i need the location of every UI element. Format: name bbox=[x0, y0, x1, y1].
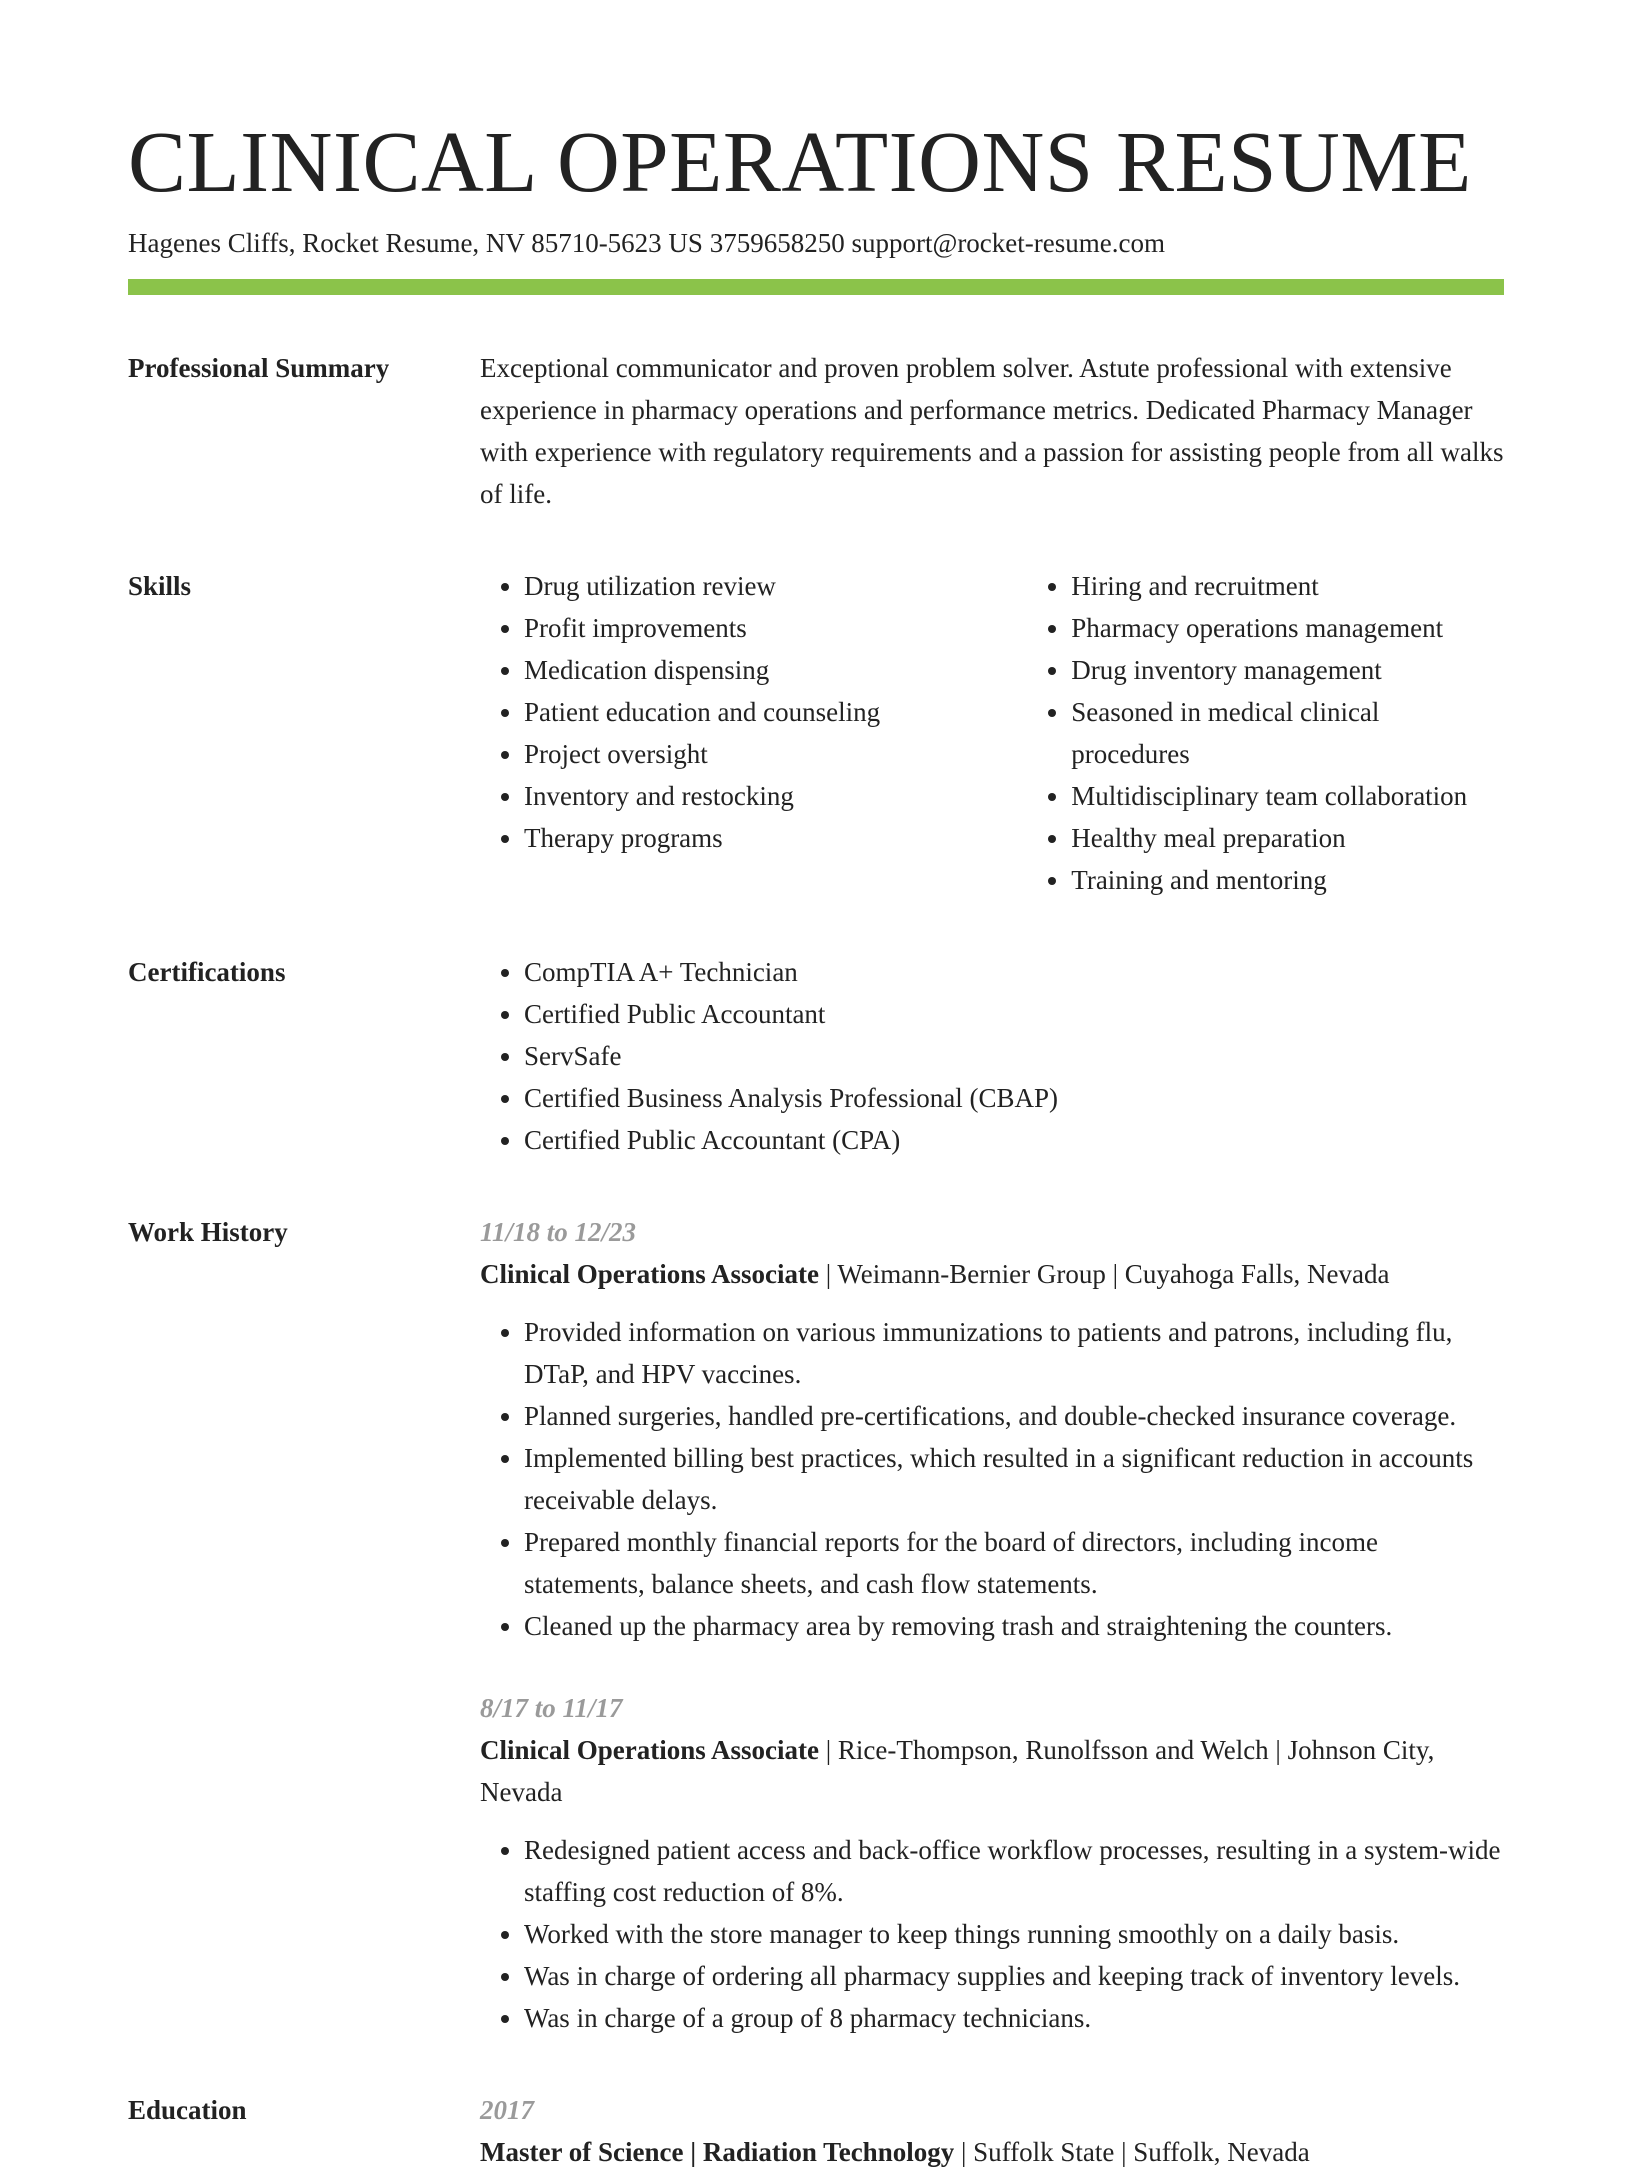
job-bullet: • Was in charge of ordering all pharmacy supplies and keeping track of inventory levels. bbox=[524, 1955, 1504, 1997]
certifications-list bbox=[480, 951, 1504, 1161]
skill-item: • Training and mentoring bbox=[1071, 859, 1504, 901]
job-details: | Weimann-Bernier Group | Cuyahoga Falls, Nevada bbox=[819, 1259, 1390, 1290]
certification-item: • Certified Business Analysis Professional (CBAP) bbox=[524, 1077, 1504, 1119]
skill-item: • Inventory and restocking bbox=[524, 775, 1027, 817]
skill-item: • Seasoned in medical clinical procedures bbox=[1071, 691, 1504, 775]
skills-section bbox=[128, 565, 1504, 901]
certification-item: • CompTIA A+ Technician bbox=[524, 951, 1504, 993]
skill-item: • Drug inventory management bbox=[1071, 649, 1504, 691]
job-heading bbox=[480, 1253, 1504, 1295]
certification-item: • ServSafe bbox=[524, 1035, 1504, 1077]
degree: Master of Science bbox=[480, 2137, 684, 2168]
resume-page bbox=[128, 0, 1504, 2173]
certification-item: • Certified Public Accountant bbox=[524, 993, 1504, 1035]
skill-item: • Patient education and counseling bbox=[524, 691, 1027, 733]
skills-columns bbox=[480, 565, 1504, 901]
job-bullet: • Was in charge of a group of 8 pharmacy technicians. bbox=[524, 1997, 1504, 2039]
education-body bbox=[480, 2089, 1504, 2173]
section-heading: Professional Summary bbox=[128, 353, 390, 384]
skill-item: • Multidisciplinary team collaboration bbox=[1071, 775, 1504, 817]
skills-list-right bbox=[1027, 565, 1504, 901]
job-entry bbox=[480, 1211, 1504, 1647]
education-date: 2017 bbox=[480, 2095, 534, 2126]
job-heading bbox=[480, 1729, 1504, 1813]
job-bullet: • Implemented billing best practices, which resulted in a significant reduction in accounts receivable delays. bbox=[524, 1437, 1504, 1521]
certifications-section bbox=[128, 951, 1504, 1161]
education-heading: Master of Science | Radiation Technology | Suffolk State | Suffolk, Nevada bbox=[480, 2137, 1310, 2168]
section-heading: Certifications bbox=[128, 957, 286, 988]
section-heading: Skills bbox=[128, 571, 192, 602]
work-history-section bbox=[128, 1211, 1504, 2039]
job-dates: 8/17 to 11/17 bbox=[480, 1693, 623, 1724]
job-bullet: • Worked with the store manager to keep things running smoothly on a daily basis. bbox=[524, 1913, 1504, 1955]
skill-item: • Medication dispensing bbox=[524, 649, 1027, 691]
section-heading: Work History bbox=[128, 1217, 288, 1248]
summary-section bbox=[128, 347, 1504, 515]
job-bullet: • Provided information on various immunizations to patients and patrons, including flu, DTaP, and HPV vaccines. bbox=[524, 1311, 1504, 1395]
job-details: | Rice-Thompson, Runolfsson and Welch | Johnson City, Nevada bbox=[480, 1735, 1435, 1808]
job-bullet: • Redesigned patient access and back-office workflow processes, resulting in a system-wide staffing cost reduction of 8%. bbox=[524, 1829, 1504, 1913]
job-title: Clinical Operations Associate bbox=[480, 1735, 819, 1766]
skills-list-left bbox=[480, 565, 1027, 901]
job-entry bbox=[480, 1687, 1504, 2039]
certification-item: • Certified Public Accountant (CPA) bbox=[524, 1119, 1504, 1161]
job-title: Clinical Operations Associate bbox=[480, 1259, 819, 1290]
job-dates: 11/18 to 12/23 bbox=[480, 1217, 637, 1248]
work-history-body bbox=[480, 1211, 1504, 2039]
job-bullets bbox=[480, 1311, 1504, 1647]
job-bullet: • Planned surgeries, handled pre-certifications, and double-checked insurance coverage. bbox=[524, 1395, 1504, 1437]
job-bullet: • Prepared monthly financial reports for the board of directors, including income statements, balance sheets, and cash flow statements. bbox=[524, 1521, 1504, 1605]
skill-item: • Profit improvements bbox=[524, 607, 1027, 649]
skill-item: • Hiring and recruitment bbox=[1071, 565, 1504, 607]
contact-line: Hagenes Cliffs, Rocket Resume, NV 85710-5623 US 3759658250 support@rocket-resume.com bbox=[128, 228, 1165, 258]
field-of-study: Radiation Technology bbox=[702, 2137, 955, 2168]
summary-text: Exceptional communicator and proven problem solver. Astute professional with extensive experience in pharmacy operations and performance metrics. Dedicated Pharmacy Manager with experience with regulatory requirements and a passion for assisting people from all walks of life. bbox=[480, 353, 1504, 510]
job-bullets bbox=[480, 1829, 1504, 2039]
education-section bbox=[128, 2089, 1504, 2173]
education-details: | Suffolk State | Suffolk, Nevada bbox=[954, 2137, 1310, 2168]
accent-divider bbox=[128, 279, 1504, 295]
skill-item: • Pharmacy operations management bbox=[1071, 607, 1504, 649]
certifications-body bbox=[480, 951, 1504, 1161]
skill-item: • Therapy programs bbox=[524, 817, 1027, 859]
skill-item: • Drug utilization review bbox=[524, 565, 1027, 607]
skill-item: • Project oversight bbox=[524, 733, 1027, 775]
job-bullet: • Cleaned up the pharmacy area by removing trash and straightening the counters. bbox=[524, 1605, 1504, 1647]
resume-title: CLINICAL OPERATIONS RESUME bbox=[128, 113, 1472, 210]
skill-item: • Healthy meal preparation bbox=[1071, 817, 1504, 859]
section-heading: Education bbox=[128, 2095, 247, 2126]
